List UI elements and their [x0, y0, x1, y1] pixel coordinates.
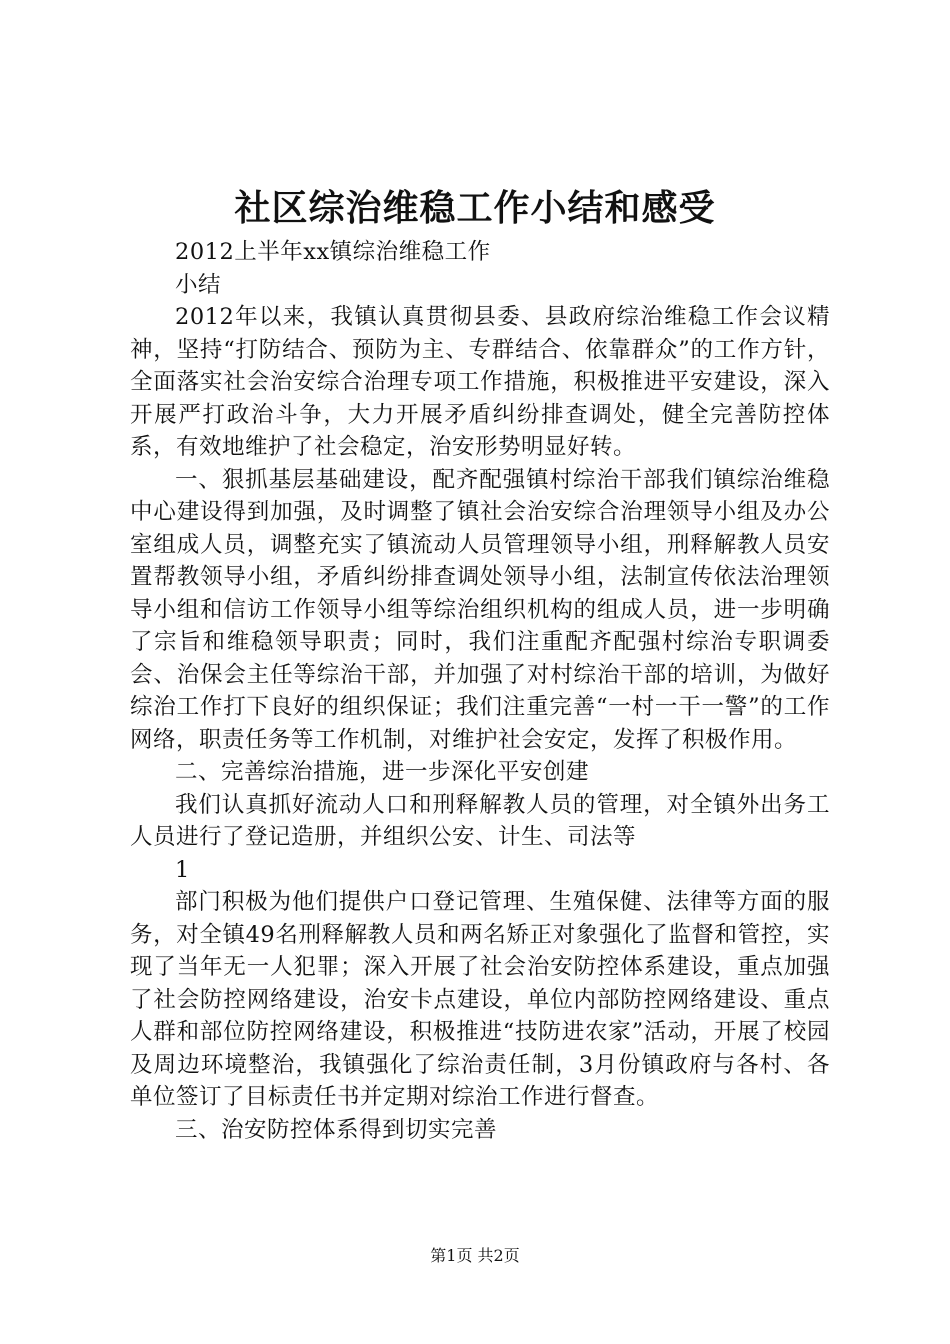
- paragraph: 部门积极为他们提供户口登记管理、生殖保健、法律等方面的服务，对全镇49名刑释解教人员和两名矫正对象强化了监督和管控，实现了当年无一人犯罪；深入开展了社会治安防控体系建设，重点加强了社会防控网络建设，治安卡点建设，单位内部防控网络建设、重点人群和部位防控网络建设，积极推进“技防进农家”活动，开展了校园及周边环境整治，我镇强化了综治责任制，3月份镇政府与各村、各单位签订了目标责任书并定期对综治工作进行督查。: [130, 889, 830, 1110]
- document-title: 社区综治维稳工作小结和感受: [234, 187, 716, 229]
- document-body: [130, 236, 830, 1146]
- paragraph: 一、狠抓基层基础建设，配齐配强镇村综治干部我们镇综治维稳中心建设得到加强，及时调整了镇社会治安综合治理领导小组及办公室组成人员，调整充实了镇流动人员管理领导小组，刑释解教人员安置帮教领导小组，矛盾纠纷排查调处领导小组，法制宣传依法治理领导小组和信访工作领导小组等综治组织机构的组成人员，进一步明确了宗旨和维稳领导职责；同时，我们注重配齐配强村综治专职调委会、治保会主任等综治干部，并加强了对村综治干部的培训，为做好综治工作打下良好的组织保证；我们注重完善“一村一干一警”的工作网络，职责任务等工作机制，对维护社会安定，发挥了积极作用。: [130, 466, 830, 753]
- paragraph: 我们认真抓好流动人口和刑释解教人员的管理，对全镇外出务工人员进行了登记造册，并组织公安、计生、司法等: [130, 791, 830, 850]
- paragraph: 2012年以来，我镇认真贯彻县委、县政府综治维稳工作会议精神，坚持“打防结合、预防为主、专群结合、依靠群众”的工作方针，全面落实社会治安综合治理专项工作措施，积极推进平安建设，深入开展严打政治斗争，大力开展矛盾纠纷排查调处，健全完善防控体系，有效地维护了社会稳定，治安形势明显好转。: [130, 304, 830, 460]
- paragraph: 三、治安防控体系得到切实完善: [175, 1116, 498, 1143]
- page-footer: 第1页 共2页: [430, 1246, 520, 1265]
- paragraph: 小结: [175, 271, 222, 298]
- paragraph: 1: [175, 856, 190, 883]
- paragraph: 2012上半年xx镇综治维稳工作: [175, 239, 491, 265]
- paragraph: 二、完善综治措施，进一步深化平安创建: [175, 759, 590, 785]
